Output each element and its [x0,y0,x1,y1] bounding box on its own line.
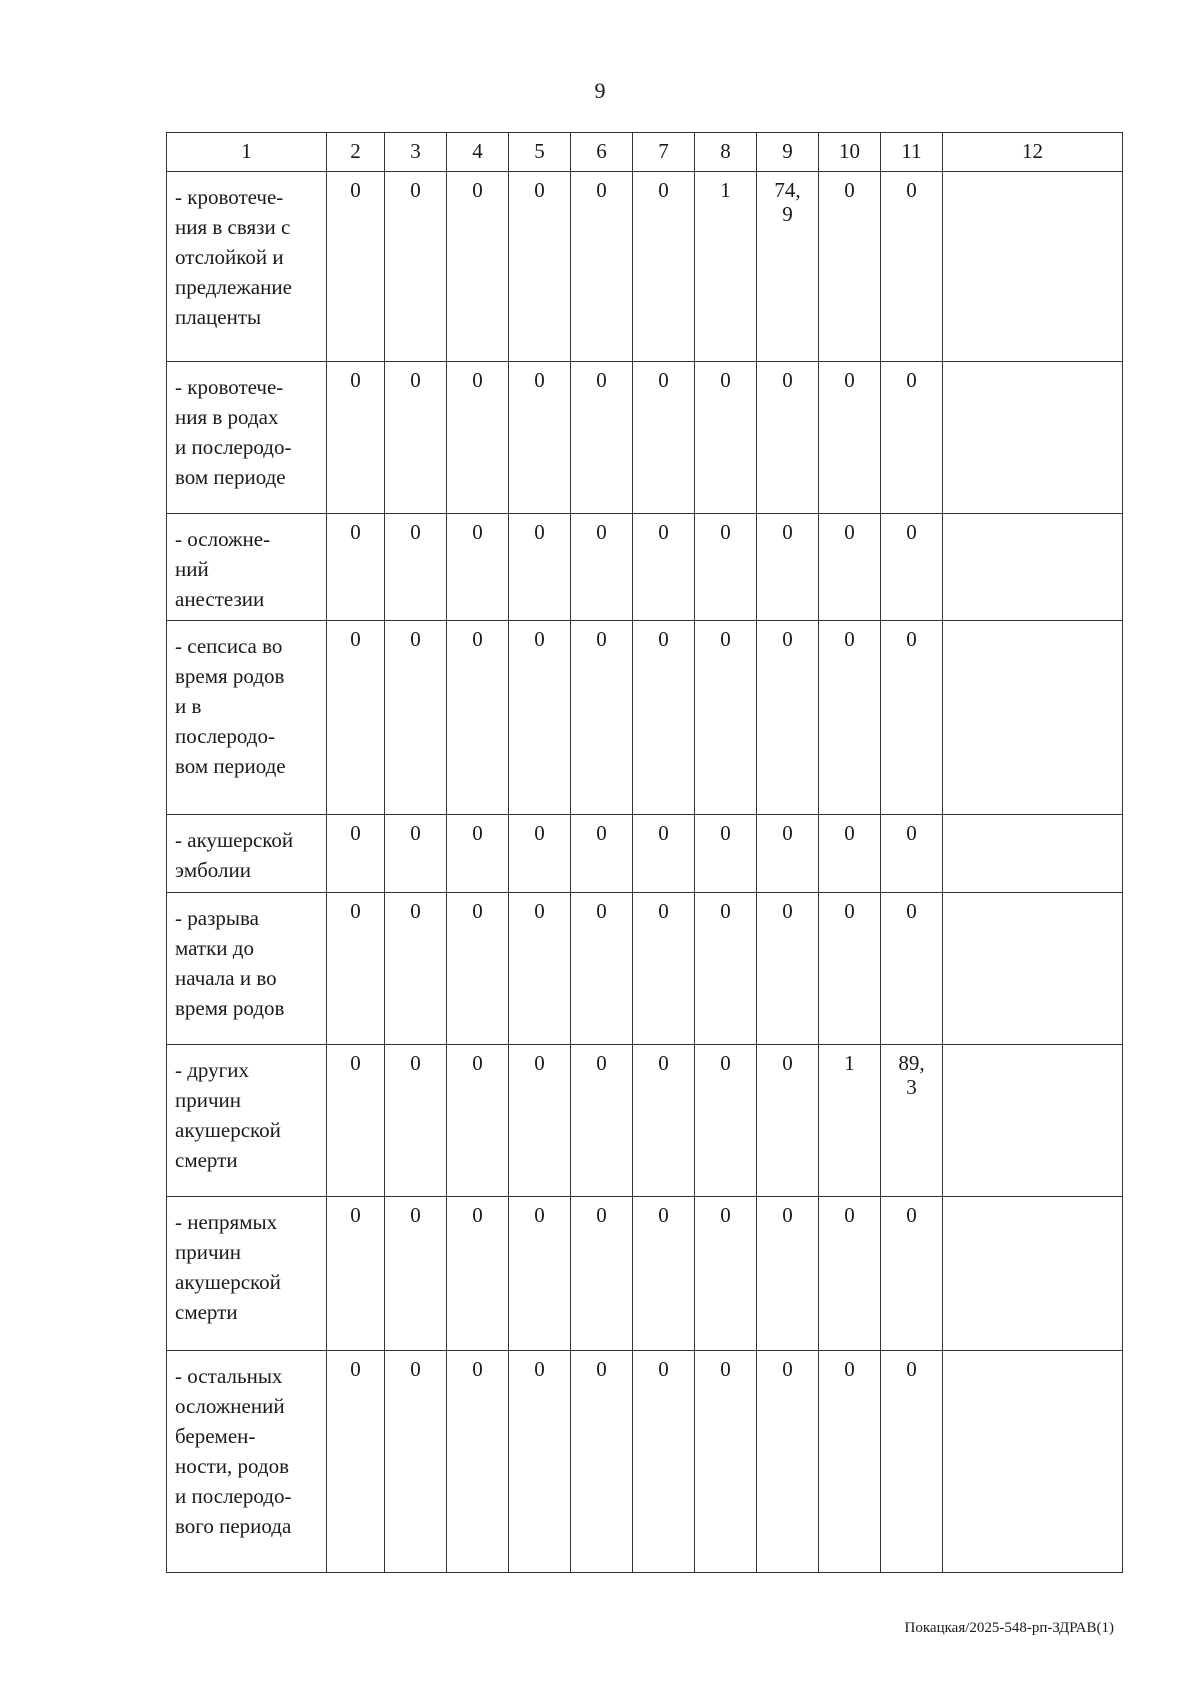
column-header: 5 [509,133,571,172]
table-cell: 0 [447,514,509,621]
row-label: - непрямых причин акушерской смерти [167,1197,327,1351]
table-cell: 0 [327,172,385,362]
table-cell: 0 [327,893,385,1045]
column-header: 12 [943,133,1123,172]
table-cell: 0 [447,1351,509,1573]
table-row [167,815,1123,893]
table-cell: 0 [633,172,695,362]
table-cell: 0 [633,514,695,621]
table-cell: 0 [509,893,571,1045]
row-label: - остальных осложнений беремен- ности, родов и послеродо- вого периода [167,1351,327,1573]
table-cell [943,362,1123,514]
table-cell: 0 [757,1045,819,1197]
table-cell: 0 [819,172,881,362]
table-cell: 0 [819,1197,881,1351]
table-cell [943,1045,1123,1197]
column-header: 9 [757,133,819,172]
table-cell: 0 [757,1351,819,1573]
table-cell: 0 [327,621,385,815]
table-cell: 0 [571,172,633,362]
table-cell: 0 [385,1197,447,1351]
table-cell [943,172,1123,362]
table-cell: 0 [509,815,571,893]
table-cell: 0 [881,893,943,1045]
table-cell: 0 [571,621,633,815]
table-cell: 0 [447,621,509,815]
column-header: 4 [447,133,509,172]
column-header: 11 [881,133,943,172]
table-cell: 0 [881,815,943,893]
table-cell: 0 [571,815,633,893]
table-cell: 0 [327,1351,385,1573]
row-label: - акушерской эмболии [167,815,327,893]
table-cell [943,893,1123,1045]
table-cell: 0 [571,1045,633,1197]
column-header: 10 [819,133,881,172]
table-row [167,362,1123,514]
table-cell: 0 [757,621,819,815]
table-cell: 0 [327,362,385,514]
table-cell: 0 [633,362,695,514]
table-cell: 89, 3 [881,1045,943,1197]
table-cell: 0 [509,1045,571,1197]
table-cell: 0 [385,514,447,621]
table-cell: 0 [633,893,695,1045]
table-cell: 0 [881,621,943,815]
page-number: 9 [594,78,606,103]
row-label: - разрыва матки до начала и во время родов [167,893,327,1045]
table-cell [943,621,1123,815]
table-cell: 0 [695,362,757,514]
row-label: - осложне- ний анестезии [167,514,327,621]
column-header: 3 [385,133,447,172]
row-label: - кровотече- ния в родах и послеродо- вом периоде [167,362,327,514]
table-cell: 0 [633,621,695,815]
data-table [166,132,1123,1573]
table-cell: 0 [819,514,881,621]
table-row [167,514,1123,621]
table-cell: 0 [633,1351,695,1573]
table-cell: 0 [447,1045,509,1197]
table-cell: 0 [509,621,571,815]
table-cell: 0 [385,621,447,815]
table-cell: 0 [819,1351,881,1573]
table-cell: 0 [757,514,819,621]
table-cell: 0 [509,172,571,362]
table-cell: 0 [447,815,509,893]
table-cell: 0 [571,1351,633,1573]
table-cell: 0 [447,1197,509,1351]
table-row [167,893,1123,1045]
table-cell: 0 [819,621,881,815]
table-cell: 1 [819,1045,881,1197]
table-cell: 0 [695,621,757,815]
column-header: 7 [633,133,695,172]
table-cell: 0 [571,514,633,621]
table-cell: 0 [881,362,943,514]
table-cell: 0 [881,1197,943,1351]
table-cell: 0 [509,362,571,514]
table-cell: 0 [509,514,571,621]
table-cell: 0 [633,1197,695,1351]
table-cell: 0 [447,893,509,1045]
table-cell: 0 [509,1351,571,1573]
table-cell [943,1197,1123,1351]
table-cell: 0 [633,1045,695,1197]
column-header: 2 [327,133,385,172]
row-label: - кровотече- ния в связи с отслойкой и предлежание плаценты [167,172,327,362]
table-row [167,621,1123,815]
table-row [167,1045,1123,1197]
table-cell: 0 [447,172,509,362]
table-cell: 0 [757,893,819,1045]
table-row [167,1351,1123,1573]
row-label: - сепсиса во время родов и в послеродо- вом периоде [167,621,327,815]
table-cell: 1 [695,172,757,362]
table-cell: 0 [695,815,757,893]
table-cell: 0 [881,1351,943,1573]
column-header: 6 [571,133,633,172]
table-cell: 0 [327,1045,385,1197]
table-cell [943,815,1123,893]
table-cell: 0 [327,815,385,893]
table-cell: 0 [819,815,881,893]
row-label: - других причин акушерской смерти [167,1045,327,1197]
table-cell: 0 [327,514,385,621]
document-code: Покацкая/2025-548-рп-ЗДРАВ(1) [904,1620,1114,1636]
table-cell: 0 [695,514,757,621]
column-header: 1 [167,133,327,172]
table-cell: 0 [695,1045,757,1197]
table-cell: 0 [571,362,633,514]
table-cell: 0 [819,362,881,514]
table-cell: 0 [881,514,943,621]
table-cell [943,514,1123,621]
table-cell: 0 [385,893,447,1045]
table-cell: 0 [633,815,695,893]
table-cell: 0 [571,893,633,1045]
table-row [167,172,1123,362]
table-cell: 0 [385,172,447,362]
table-row [167,1197,1123,1351]
table-cell: 0 [385,1351,447,1573]
table-cell: 0 [509,1197,571,1351]
table-cell: 0 [327,1197,385,1351]
table-cell: 0 [757,815,819,893]
table-cell: 0 [757,1197,819,1351]
table-cell: 0 [447,362,509,514]
table-cell: 0 [385,1045,447,1197]
column-header: 8 [695,133,757,172]
table-cell: 0 [695,893,757,1045]
table-cell: 0 [385,815,447,893]
table-cell: 0 [571,1197,633,1351]
table-cell: 0 [695,1351,757,1573]
table-cell: 0 [695,1197,757,1351]
table-header-row [167,133,1123,172]
table-cell: 0 [385,362,447,514]
table-cell: 0 [819,893,881,1045]
table-cell: 74, 9 [757,172,819,362]
table-cell: 0 [757,362,819,514]
table-cell [943,1351,1123,1573]
table-cell: 0 [881,172,943,362]
